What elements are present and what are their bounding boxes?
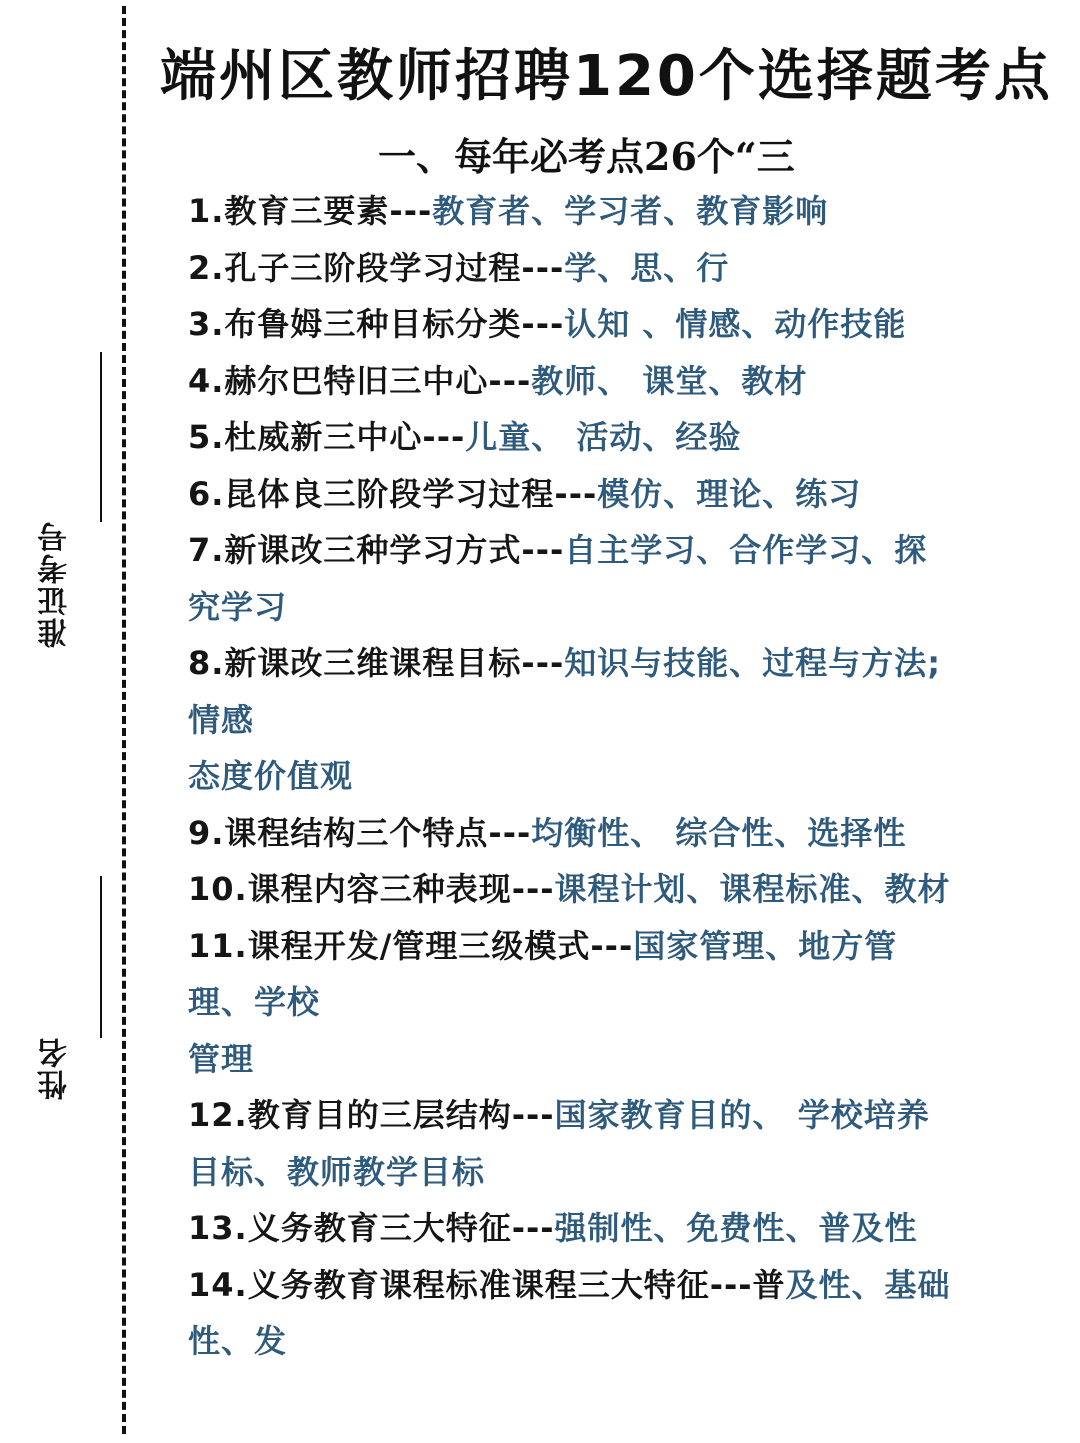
question-text: 4.赫尔巴特旧三中心---	[188, 361, 532, 400]
list-item	[188, 409, 1058, 466]
name-label-text: 性名	[38, 1036, 73, 1100]
answer-text: 国家教育目的、 学校培养	[554, 1096, 930, 1134]
question-text: 6.昆体良三阶段学习过程---	[188, 474, 598, 513]
question-text: 9.课程结构三个特点---	[188, 813, 532, 852]
list-item	[188, 466, 1058, 523]
exam-number-label-text: 准证考号	[38, 520, 73, 648]
question-text: 14.义务教育课程标准课程三大特征---普	[188, 1265, 786, 1304]
list-item	[188, 861, 1058, 918]
question-text: 13.义务教育三大特征---	[188, 1209, 555, 1247]
answer-text: 自主学习、合作学习、探	[564, 531, 928, 569]
answer-text: 教师、 课堂、教材	[531, 361, 808, 400]
list-item	[188, 635, 1058, 692]
answer-text: 认知 、情感、动作技能	[564, 305, 907, 343]
answer-text: 理、学校	[188, 983, 321, 1021]
list-item	[188, 1087, 1058, 1144]
list-item	[188, 1313, 1058, 1370]
question-text: 1.教育三要素---	[188, 192, 433, 230]
section-subtitle: 一、每年必考点26个“三	[378, 134, 795, 179]
list-item	[188, 748, 1058, 805]
list-item	[188, 522, 1058, 579]
list-item	[188, 974, 1058, 1031]
question-text: 8.新课改三维课程目标---	[188, 644, 565, 682]
list-item	[188, 805, 1058, 862]
list-item	[188, 1031, 1058, 1088]
answer-text: 模仿、理论、练习	[597, 474, 862, 513]
list-item	[188, 353, 1058, 410]
list-item	[188, 240, 1058, 297]
name-blank[interactable]	[100, 876, 102, 1038]
answer-text: 目标、教师教学目标	[188, 1152, 486, 1191]
list-item	[188, 692, 1058, 749]
answer-text: 教育者、学习者、教育影响	[432, 192, 829, 230]
answer-text: 知识与技能、过程与方法;	[564, 644, 942, 682]
answer-text: 性、发	[188, 1322, 288, 1360]
exam-number-label	[36, 520, 76, 648]
list-item	[188, 183, 1058, 240]
answer-text: 学、思、行	[564, 248, 730, 287]
question-text: 2.孔子三阶段学习过程---	[188, 248, 565, 287]
answer-text: 情感	[188, 700, 255, 739]
answer-text: 均衡性、 综合性、选择性	[531, 813, 907, 852]
question-text: 7.新课改三种学习方式---	[188, 531, 565, 569]
list-item	[188, 1257, 1058, 1314]
answer-text: 态度价值观	[188, 757, 354, 795]
page-title: 端州区教师招聘120个选择题考点	[160, 44, 1053, 109]
list-item	[188, 1200, 1058, 1257]
list-item	[188, 579, 1058, 636]
key-points-list	[188, 183, 1058, 1370]
answer-text: 课程计划、课程标准、教材	[554, 870, 951, 908]
answer-text: 国家管理、地方管	[633, 926, 898, 965]
list-item	[188, 296, 1058, 353]
question-text: 10.课程内容三种表现---	[188, 870, 555, 908]
answer-text: 究学习	[188, 587, 288, 626]
question-text: 5.杜威新三中心---	[188, 418, 466, 456]
exam-number-blank[interactable]	[100, 352, 102, 522]
question-text: 11.课程开发/管理三级模式---	[188, 926, 634, 965]
question-text: 3.布鲁姆三种目标分类---	[188, 305, 565, 343]
list-item	[188, 918, 1058, 975]
answer-text: 管理	[188, 1039, 255, 1078]
cut-line	[122, 6, 126, 1434]
question-text: 12.教育目的三层结构---	[188, 1096, 555, 1134]
list-item	[188, 1144, 1058, 1201]
answer-text: 及性、基础	[785, 1265, 951, 1304]
answer-text: 儿童、 活动、经验	[465, 418, 742, 456]
name-label	[36, 1036, 76, 1100]
answer-text: 强制性、免费性、普及性	[554, 1209, 918, 1247]
